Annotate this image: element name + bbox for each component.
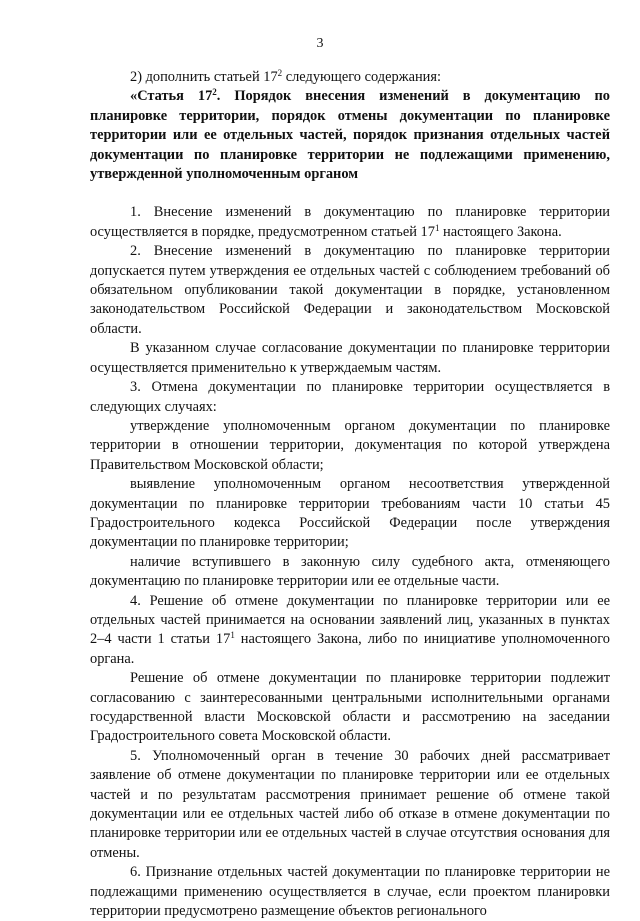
paragraph-8-text: 4. Решение об отмене документации по планировке территории или ее отдельных частей принимается на основании заявлений лиц, указанных в пунктах 2–4 части 1 статьи 17 bbox=[90, 592, 610, 648]
article-heading bbox=[90, 87, 610, 184]
paragraph-2: 2. Внесение изменений в документацию по планировке территории допускается путем утверждения ее отдельных частей с соблюдением требований об обязательном опубликовании такой документации в порядке, установленном законодательством Российской Федерации и законодательством Московской области. bbox=[90, 243, 610, 337]
paragraph-7: наличие вступившего в законную силу судебного акта, отменяющего документацию по планировке территории или ее отдельные части. bbox=[90, 553, 610, 590]
intro-text-end: следующего содержания: bbox=[282, 69, 441, 85]
heading-superscript: 2 bbox=[212, 87, 217, 98]
paragraph-1-superscript: 1 bbox=[434, 222, 440, 233]
paragraph-4: 3. Отмена документации по планировке территории осуществляется в следующих случаях: bbox=[90, 379, 610, 415]
paragraph-5: утверждение уполномоченным органом документации по планировке территории в отношении территории, документация по которой утверждена Правительством Московской области; bbox=[90, 417, 610, 473]
intro-text: 2) дополнить статьей 17 bbox=[130, 69, 278, 85]
heading-article-number: «Статья 17 bbox=[130, 88, 213, 105]
paragraph-1-text-end: настоящего Закона. bbox=[439, 223, 562, 240]
paragraph-8-superscript: 1 bbox=[230, 630, 235, 641]
page-number: 3 bbox=[316, 36, 324, 51]
paragraph-6: выявление уполномоченным органом несоответствия утвержденной документации по планировке территории требованиям части 10 статьи 45 Градостроительного кодекса Российской Федерации после утверждения документации по планировке территории; bbox=[90, 476, 610, 551]
paragraph-11: 6. Признание отдельных частей документации по планировке территории не подлежащими применению осуществляется в случае, если проектом планировки территории предусмотрено размещение объектов регионального bbox=[90, 864, 610, 920]
paragraph-9: Решение об отмене документации по планировке территории подлежит согласованию с заинтересованными центральными исполнительными органами государственной власти Московской области и рассмотрению на заседании Градостроительного совета Московской области. bbox=[90, 670, 610, 745]
amendment-intro bbox=[90, 68, 610, 87]
paragraph-1-text: 1. Внесение изменений в документацию по планировке территории осуществляется в порядке, предусмотренном статьей 17 bbox=[90, 204, 610, 240]
document-body bbox=[90, 68, 610, 921]
paragraph-3: В указанном случае согласование документации по планировке территории осуществляется применительно к утверждаемым частям. bbox=[90, 340, 610, 376]
paragraph-8 bbox=[90, 592, 610, 670]
heading-title: . Порядок внесения изменений в документацию по планировке территории, порядок отмены документации по планировке территории или ее отдельных частей, порядок признания отдельных частей документации по планировке территории не подлежащими применению, утвержденной уполномоченным органом bbox=[90, 88, 611, 183]
paragraph-8-text-end: настоящего Закона, либо по инициативе уполномоченного органа. bbox=[90, 631, 610, 667]
paragraph-1 bbox=[90, 203, 610, 242]
intro-superscript: 2 bbox=[277, 68, 283, 78]
paragraph-10: 5. Уполномоченный орган в течение 30 рабочих дней рассматривает заявление об отмене документации по планировке территории или ее отдельных частей и по результатам рассмотрения принимает решение об отмене такой документации или ее отдельных частей либо об отказе в отмене документации по планировке территории или ее отдельных частей в случае отсутствия основания для отмены. bbox=[90, 747, 610, 861]
